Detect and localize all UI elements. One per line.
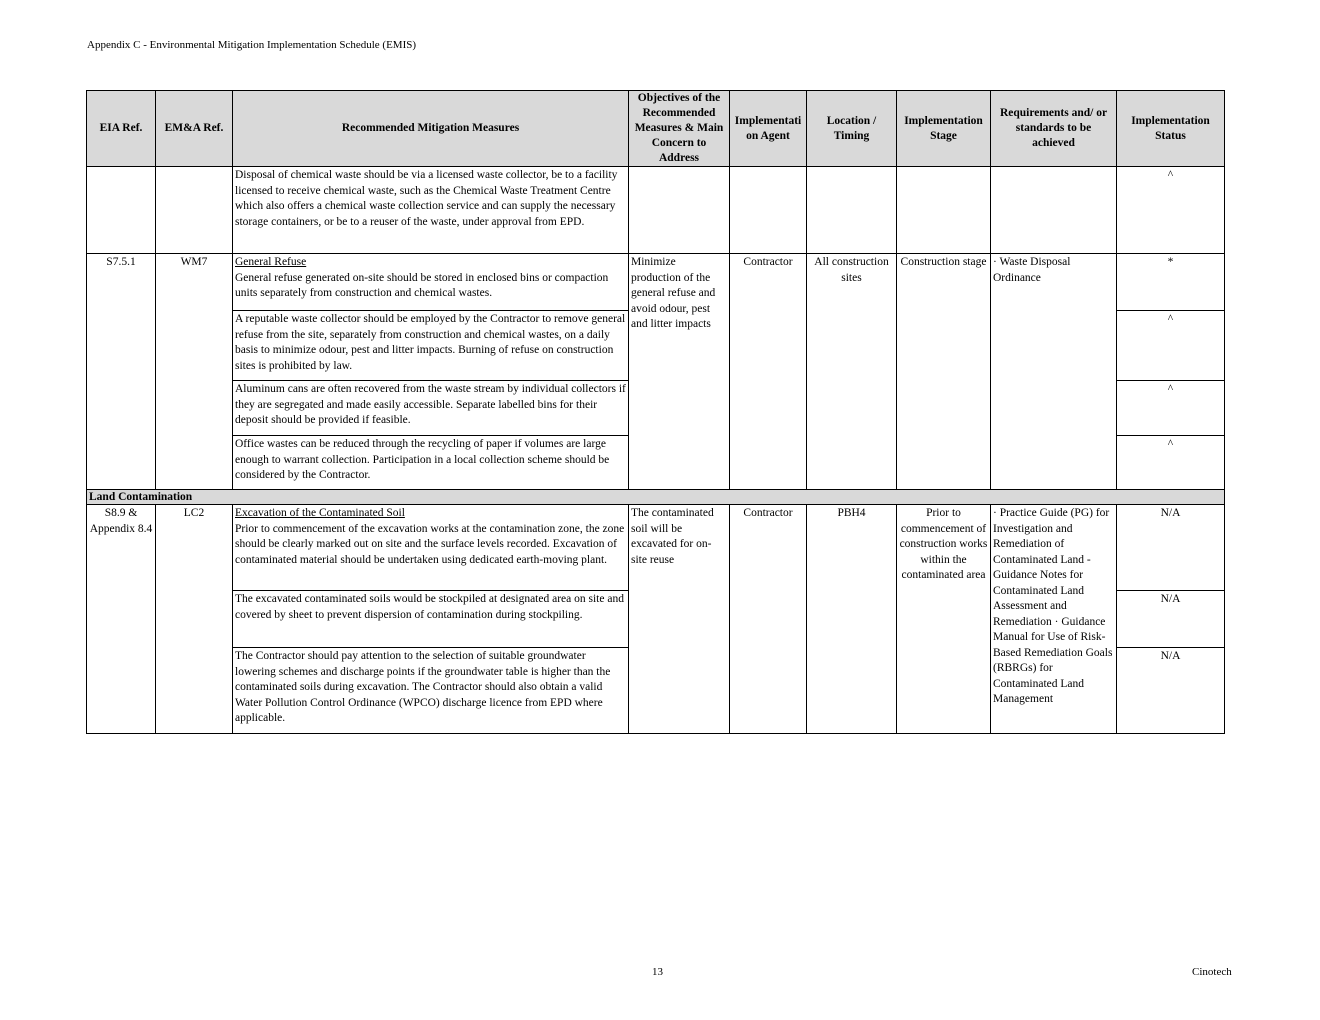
table-header-row <box>87 91 1225 167</box>
eia-ref-cell: S7.5.1 <box>87 254 156 490</box>
ema-ref-cell: WM7 <box>156 254 233 490</box>
status-cell: ^ <box>1117 436 1225 490</box>
measure-cell: Office wastes can be reduced through the recycling of paper if volumes are large enough to warrant collection. Participation in a local collection scheme should be considered by the Contractor. <box>233 436 629 490</box>
col-location: Location / Timing <box>807 91 897 167</box>
section-row <box>87 490 1225 505</box>
requirements-cell: · Waste Disposal Ordinance <box>991 254 1117 490</box>
status-cell: N/A <box>1117 505 1225 591</box>
measure-cell: A reputable waste collector should be employed by the Contractor to remove general refuse from the site, separately from construction and chemical wastes, on a daily basis to minimize odour, pest and litter impacts. Burning of refuse on construction sites is prohibited by law. <box>233 311 629 381</box>
stage-cell: Prior to commencement of construction works within the contaminated area <box>897 505 991 734</box>
measure-cell: Excavation of the Contaminated Soil Prior to commencement of the excavation works at the contamination zone, the zone should be clearly marked out on site and the surface levels recorded. Excavation of contaminated material should be undertaken using dedicated earth-moving plant. <box>233 505 629 591</box>
measure-cell: The Contractor should pay attention to the selection of suitable groundwater lowering schemes and discharge points if the groundwater table is higher than the contaminated soils during excavation. The Contractor should also obtain a valid Water Pollution Control Ordinance (WPCO) discharge licence from EPD where applicable. <box>233 648 629 734</box>
measure-cell: The excavated contaminated soils would be stockpiled at designated area on site and covered by sheet to prevent dispersion of contamination during stockpiling. <box>233 591 629 648</box>
location-cell: All construction sites <box>807 254 897 490</box>
status-cell: N/A <box>1117 591 1225 648</box>
emis-table <box>86 90 1225 734</box>
status-cell: * <box>1117 254 1225 311</box>
objective-cell: Minimize production of the general refuse and avoid odour, pest and litter impacts <box>629 254 730 490</box>
agent-cell: Contractor <box>730 505 807 734</box>
col-eia-ref: EIA Ref. <box>87 91 156 167</box>
objective-cell: The contaminated soil will be excavated for on-site reuse <box>629 505 730 734</box>
col-objectives: Objectives of the Recommended Measures & Main Concern to Address <box>629 91 730 167</box>
requirements-cell: · Practice Guide (PG) for Investigation and Remediation of Contaminated Land - Guidance Notes for Contaminated Land Assessment and Remediation · Guidance Manual for Use of Risk-Based Remediation Goals (RBRGs) for Contaminated Land Management <box>991 505 1117 734</box>
measure-heading: Excavation of the Contaminated Soil <box>235 507 405 519</box>
col-measures: Recommended Mitigation Measures <box>233 91 629 167</box>
status-cell: N/A <box>1117 648 1225 734</box>
company-name: Cinotech <box>1192 966 1232 978</box>
measure-heading: General Refuse <box>235 256 307 268</box>
measure-cell: Disposal of chemical waste should be via a licensed waste collector, be to a facility licensed to receive chemical waste, such as the Chemical Waste Treatment Centre which also offers a chemical waste collection service and can supply the necessary storage containers, or be to a reuser of the waste, under approval from EPD. <box>233 167 629 254</box>
section-title: Land Contamination <box>87 490 1225 505</box>
location-cell: PBH4 <box>807 505 897 734</box>
document-header: Appendix C - Environmental Mitigation Implementation Schedule (EMIS) <box>87 39 417 51</box>
col-agent: Implementati on Agent <box>730 91 807 167</box>
agent-cell: Contractor <box>730 254 807 490</box>
status-cell: ^ <box>1117 381 1225 436</box>
measure-cell: General Refuse General refuse generated on-site should be stored in enclosed bins or compaction units separately from construction and chemical wastes. <box>233 254 629 311</box>
col-status: Implementation Status <box>1117 91 1225 167</box>
table-row <box>87 505 1225 591</box>
ema-ref-cell: LC2 <box>156 505 233 734</box>
col-ema-ref: EM&A Ref. <box>156 91 233 167</box>
status-cell: ^ <box>1117 167 1225 254</box>
eia-ref-cell: S8.9 & Appendix 8.4 <box>87 505 156 734</box>
status-cell: ^ <box>1117 311 1225 381</box>
table-row <box>87 254 1225 311</box>
stage-cell: Construction stage <box>897 254 991 490</box>
page-number: 13 <box>652 966 663 978</box>
col-requirements: Requirements and/ or standards to be achieved <box>991 91 1117 167</box>
table-row <box>87 167 1225 254</box>
col-stage: Implementation Stage <box>897 91 991 167</box>
measure-cell: Aluminum cans are often recovered from the waste stream by individual collectors if they are segregated and made easily accessible. Separate labelled bins for their deposit should be provided if feasible. <box>233 381 629 436</box>
